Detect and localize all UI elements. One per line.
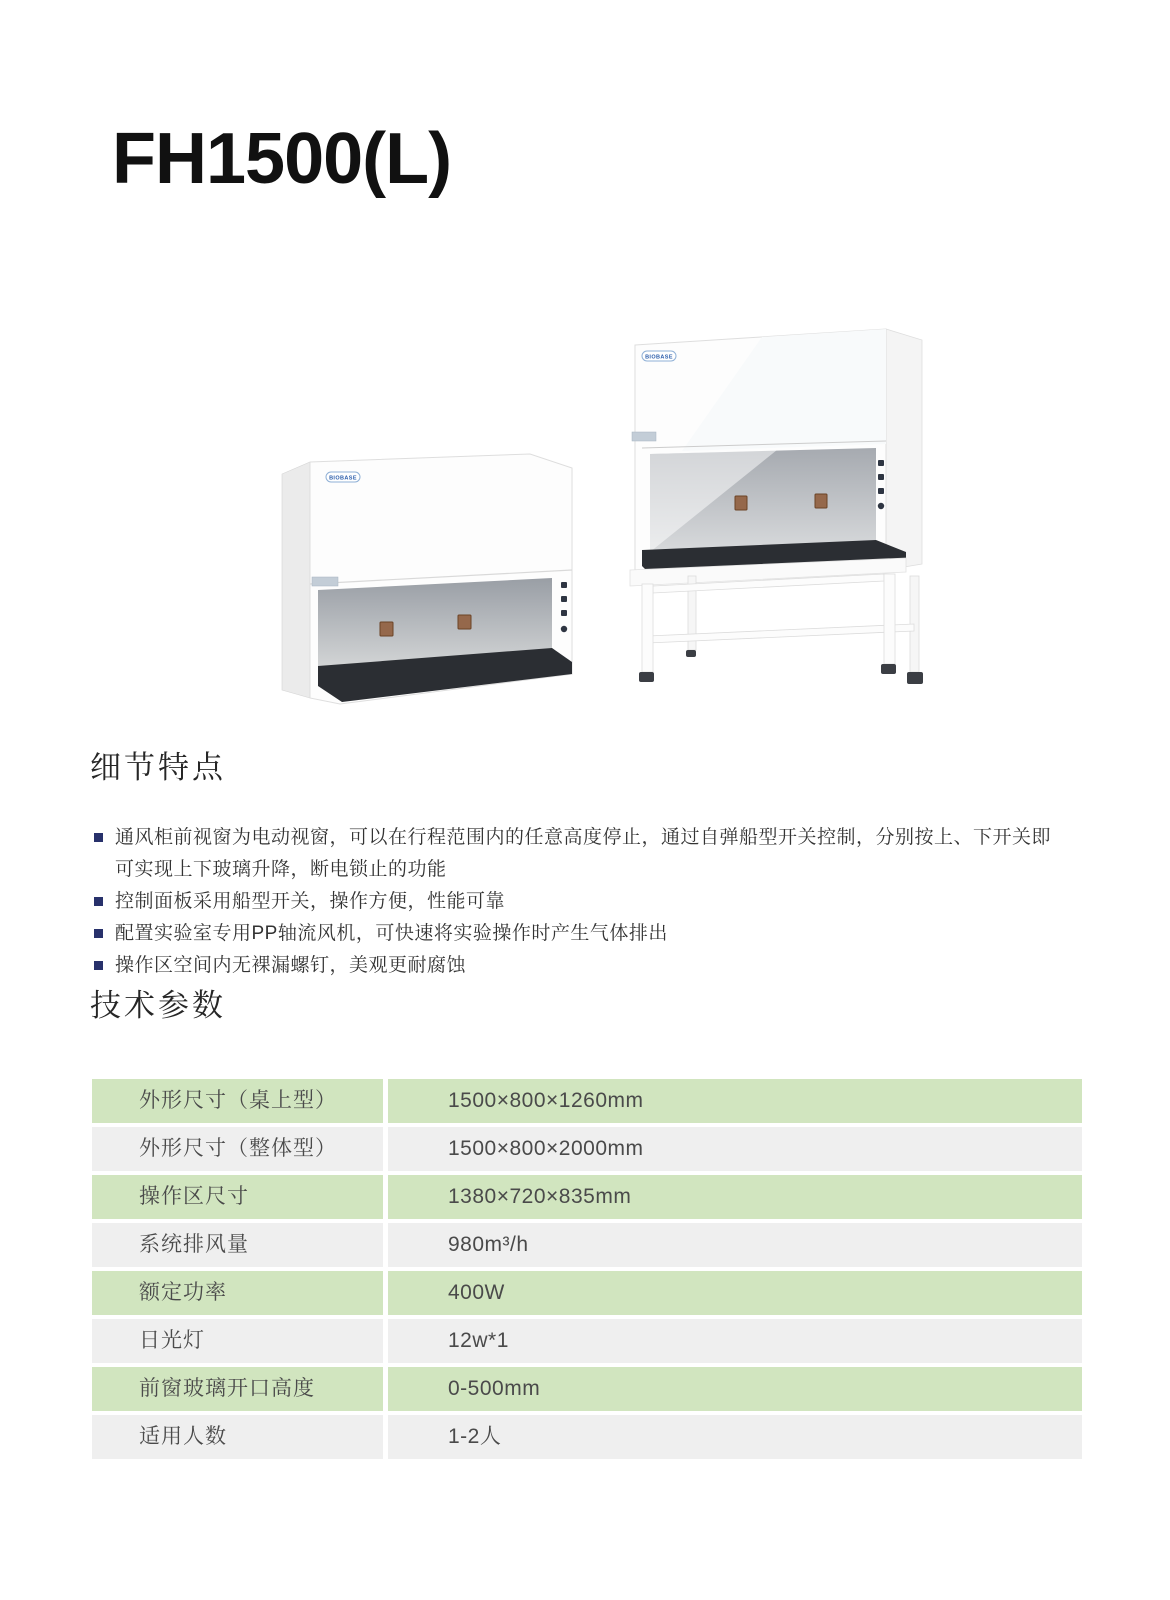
feature-text: 操作区空间内无裸漏螺钉，美观更耐腐蚀	[115, 955, 467, 976]
socket-icon	[380, 622, 393, 636]
socket-icon	[458, 615, 471, 629]
product-image-benchtop-fume-hood	[280, 452, 574, 706]
page-title: FH1500(L)	[112, 119, 452, 199]
spec-value: 400W	[388, 1271, 1082, 1315]
table-row	[92, 1415, 1082, 1459]
floor-cabinet	[630, 329, 923, 684]
table-row	[92, 1271, 1082, 1315]
spec-label: 系统排风量	[92, 1223, 383, 1267]
features-heading: 细节特点	[90, 750, 226, 785]
spec-value: 980m³/h	[388, 1223, 1082, 1267]
biobase-logo	[326, 472, 360, 482]
table-row	[92, 1223, 1082, 1267]
specs-table	[92, 1079, 1082, 1463]
feature-item	[94, 950, 1066, 982]
feature-text: 控制面板采用船型开关，操作方便，性能可靠	[115, 891, 506, 912]
benchtop-cabinet	[282, 454, 572, 704]
feature-text: 通风柜前视窗为电动视窗，可以在行程范围内的任意高度停止，通过自弹船型开关控制，分别按上、下开关即可实现上下玻璃升降，断电锁止的功能	[115, 827, 1052, 880]
table-row	[92, 1367, 1082, 1411]
spec-label: 外形尺寸（整体型）	[92, 1127, 383, 1171]
bullet-square-icon	[94, 929, 103, 938]
product-image-floor-fume-hood	[612, 318, 926, 710]
caster-wheels	[639, 650, 923, 684]
feature-text: 配置实验室专用PP轴流风机，可快速将实验操作时产生气体排出	[115, 923, 668, 944]
bullet-square-icon	[94, 961, 103, 970]
table-row	[92, 1175, 1082, 1219]
feature-list	[94, 822, 1066, 982]
support-stand	[639, 574, 923, 684]
feature-item	[94, 886, 1066, 918]
svg-text:BIOBASE: BIOBASE	[329, 475, 357, 482]
spec-label: 额定功率	[92, 1271, 383, 1315]
sash-handle	[632, 432, 656, 441]
spec-value: 0-500mm	[388, 1367, 1082, 1411]
table-row	[92, 1079, 1082, 1123]
table-row	[92, 1127, 1082, 1171]
biobase-logo	[642, 351, 676, 361]
spec-label: 操作区尺寸	[92, 1175, 383, 1219]
spec-label: 前窗玻璃开口高度	[92, 1367, 383, 1411]
spec-label: 外形尺寸（桌上型）	[92, 1079, 383, 1123]
sash-handle	[312, 577, 338, 586]
feature-item	[94, 822, 1066, 886]
spec-value: 12w*1	[388, 1319, 1082, 1363]
spec-label: 日光灯	[92, 1319, 383, 1363]
spec-value: 1500×800×1260mm	[388, 1079, 1082, 1123]
feature-item	[94, 918, 1066, 950]
table-row	[92, 1319, 1082, 1363]
spec-value: 1380×720×835mm	[388, 1175, 1082, 1219]
spec-label: 适用人数	[92, 1415, 383, 1459]
socket-icon	[815, 494, 827, 508]
socket-icon	[735, 496, 747, 510]
spec-value: 1500×800×2000mm	[388, 1127, 1082, 1171]
bullet-square-icon	[94, 897, 103, 906]
bullet-square-icon	[94, 833, 103, 842]
svg-text:BIOBASE: BIOBASE	[645, 354, 673, 361]
specs-heading: 技术参数	[90, 988, 226, 1023]
spec-value: 1-2人	[388, 1415, 1082, 1459]
